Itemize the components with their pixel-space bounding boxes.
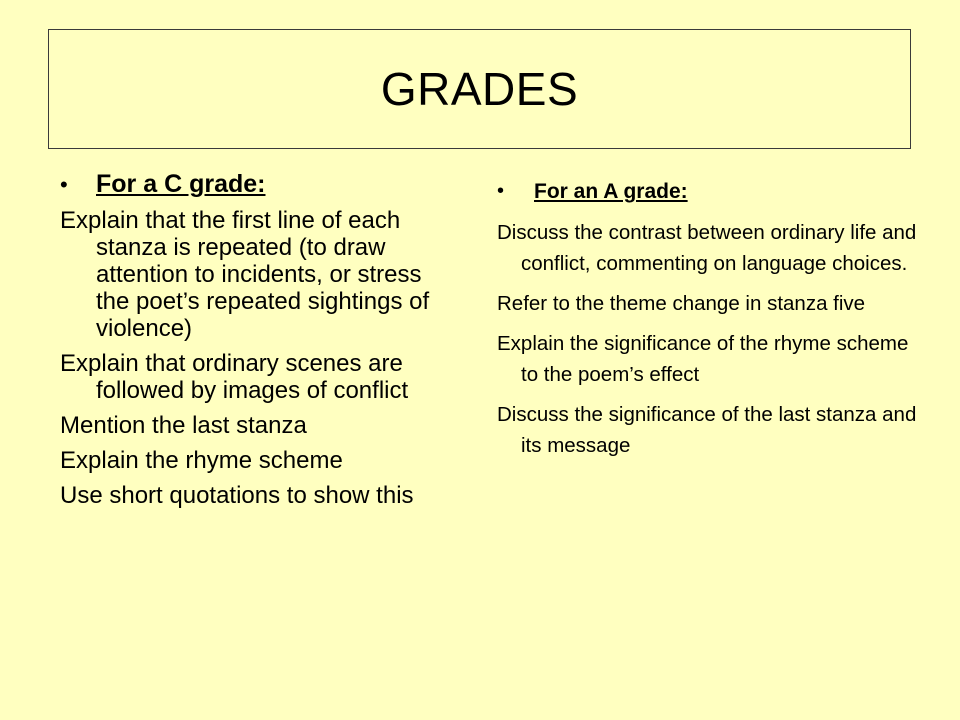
c-grade-item: Explain the rhyme scheme xyxy=(60,447,343,474)
a-grade-item: Explain the significance of the rhyme scheme to the poem’s effect xyxy=(497,332,909,386)
a-grade-item: Refer to the theme change in stanza five xyxy=(497,292,866,315)
a-grade-item: Discuss the contrast between ordinary life and conflict, commenting on language choices. xyxy=(497,221,917,275)
title-box xyxy=(48,29,911,149)
c-grade-item: Use short quotations to show this xyxy=(60,482,414,509)
c-grade-column xyxy=(60,170,460,517)
c-grade-heading xyxy=(60,170,460,199)
bullet-icon: • xyxy=(497,180,505,202)
c-grade-item: Mention the last stanza xyxy=(60,412,307,439)
bullet-icon: • xyxy=(60,172,68,197)
a-grade-column xyxy=(497,180,917,470)
c-grade-item: Explain that the first line of each stanza is repeated (to draw attention to incidents, or stress the poet’s repeated sightings of violence) xyxy=(60,207,430,342)
c-grade-item: Explain that ordinary scenes are followed by images of conflict xyxy=(60,350,409,404)
c-grade-heading-text: For a C grade: xyxy=(96,170,266,198)
page-title: GRADES xyxy=(380,63,579,115)
a-grade-heading-text: For an A grade: xyxy=(534,180,688,203)
a-grade-heading xyxy=(497,180,917,204)
a-grade-item: Discuss the significance of the last stanza and its message xyxy=(497,403,917,457)
